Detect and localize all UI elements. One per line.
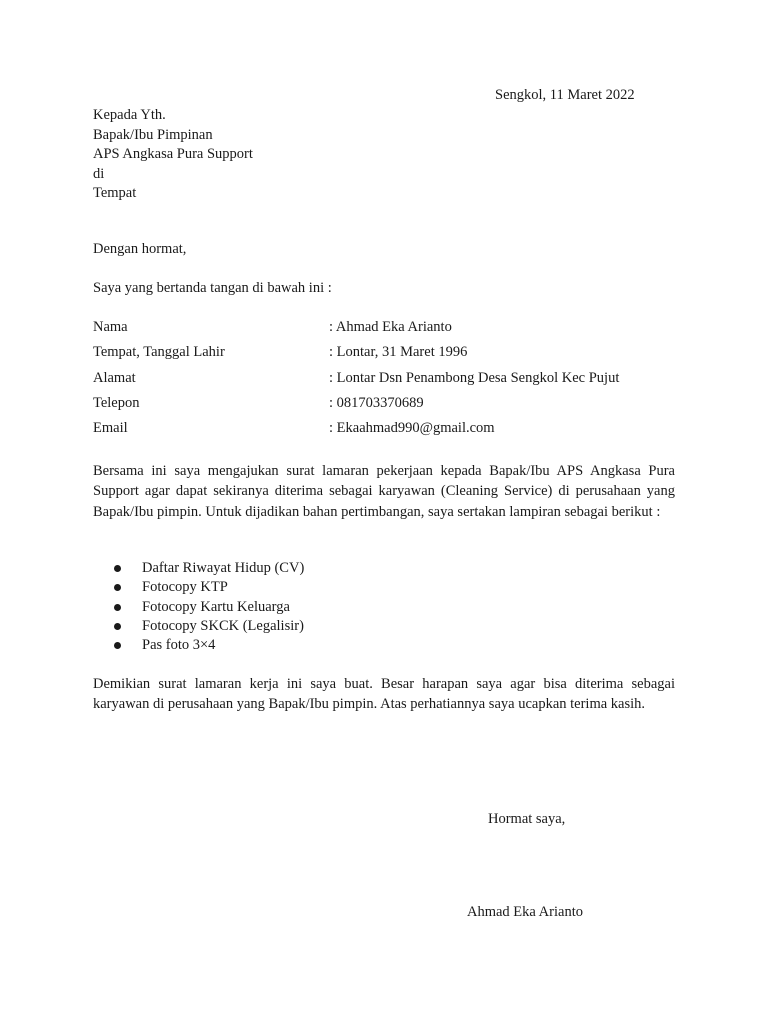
attachment-label: Pas foto 3×4 (142, 637, 216, 654)
attachment-label: Fotocopy SKCK (Legalisir) (142, 617, 304, 634)
bullet-icon (114, 565, 121, 572)
attachment-label: Fotocopy Kartu Keluarga (142, 598, 290, 615)
applicant-details (93, 318, 619, 444)
list-item (112, 617, 304, 636)
list-item (112, 578, 304, 597)
attachment-label: Daftar Riwayat Hidup (CV) (142, 560, 305, 576)
detail-label: Telepon (93, 394, 140, 411)
bullet-icon (114, 604, 121, 611)
detail-label: Nama (93, 319, 128, 335)
detail-row-name (93, 318, 619, 343)
bullet-icon (114, 584, 121, 591)
detail-label: Alamat (93, 369, 136, 386)
recipient-line: di (93, 165, 105, 182)
recipient-line: Kepada Yth. (93, 107, 166, 123)
detail-row-birth (93, 343, 619, 368)
bullet-icon (114, 642, 121, 649)
greeting: Dengan hormat, (93, 241, 187, 257)
detail-value: : Ahmad Eka Arianto (329, 318, 452, 343)
signer-name: Ahmad Eka Arianto (467, 904, 583, 920)
letter-date: Sengkol, 11 Maret 2022 (495, 87, 635, 103)
recipient-line: Tempat (93, 185, 137, 201)
body-paragraph: Bersama ini saya mengajukan surat lamaran pekerjaan kepada Bapak/Ibu APS Angkasa Pura Support agar dapat sekiranya diterima sebagai karyawan (Cleaning Service) di perusahaan yang Bapak/Ibu pimpin. Untuk dijadikan bahan pertimbangan, saya sertakan lampiran sebagai berikut : (93, 463, 675, 520)
detail-label: Email (93, 420, 128, 437)
recipient-block (93, 106, 253, 204)
attachment-list (112, 559, 304, 655)
detail-value: : Lontar Dsn Penambong Desa Sengkol Kec Pujut (329, 369, 619, 394)
detail-value: : 081703370689 (329, 394, 424, 419)
detail-value: : Lontar, 31 Maret 1996 (329, 343, 467, 368)
bullet-icon (114, 623, 121, 630)
detail-label: Tempat, Tanggal Lahir (93, 344, 225, 361)
list-item (112, 598, 304, 617)
detail-row-phone (93, 394, 619, 419)
recipient-line: APS Angkasa Pura Support (93, 146, 253, 162)
closing-salutation: Hormat saya, (488, 811, 566, 827)
list-item (112, 559, 304, 578)
list-item (112, 636, 304, 655)
attachment-label: Fotocopy KTP (142, 579, 228, 596)
closing-paragraph: Demikian surat lamaran kerja ini saya buat. Besar harapan saya agar bisa diterima sebagai karyawan di perusahaan yang Bapak/Ibu pimpin. Atas perhatiannya saya ucapkan terima kasih. (93, 676, 675, 713)
detail-row-email (93, 419, 619, 444)
intro-line: Saya yang bertanda tangan di bawah ini : (93, 280, 332, 296)
detail-value: : Ekaahmad990@gmail.com (329, 419, 495, 444)
detail-row-address (93, 369, 619, 394)
recipient-line: Bapak/Ibu Pimpinan (93, 126, 213, 143)
